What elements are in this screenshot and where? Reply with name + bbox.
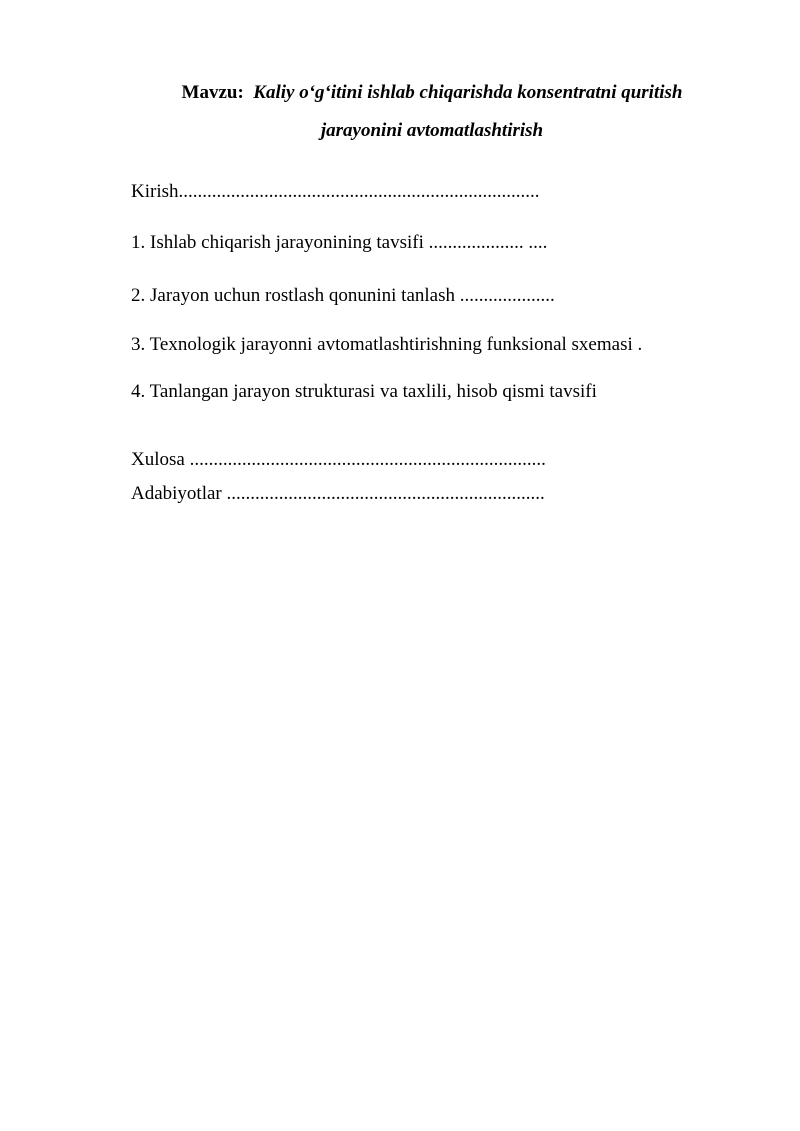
toc-entry-3: 3. Texnologik jarayonni avtomatlashtirishning funksional sxemasi . <box>131 334 643 355</box>
toc-entry-4: 4. Tanlangan jarayon strukturasi va taxlili, hisob qismi tavsifi <box>131 381 597 402</box>
toc-entry-2: 2. Jarayon uchun rostlash qonunini tanlash .................... <box>131 285 555 306</box>
document-title <box>130 74 734 150</box>
toc-entry-references: Adabiyotlar ................................................................... <box>131 483 545 504</box>
toc-entry-1: 1. Ishlab chiqarish jarayonining tavsifi .................... .... <box>131 232 548 253</box>
title-label: Mavzu: <box>181 82 244 103</box>
title-topic-line2: jarayonini avtomatlashtirish <box>320 120 544 141</box>
toc-entry-intro: Kirish............................................................................ <box>131 181 540 202</box>
toc-entry-conclusion: Xulosa ........................................................................... <box>131 449 546 470</box>
title-topic-line1: Kaliy o‘g‘itini ishlab chiqarishda konsentratni quritish <box>253 82 683 103</box>
